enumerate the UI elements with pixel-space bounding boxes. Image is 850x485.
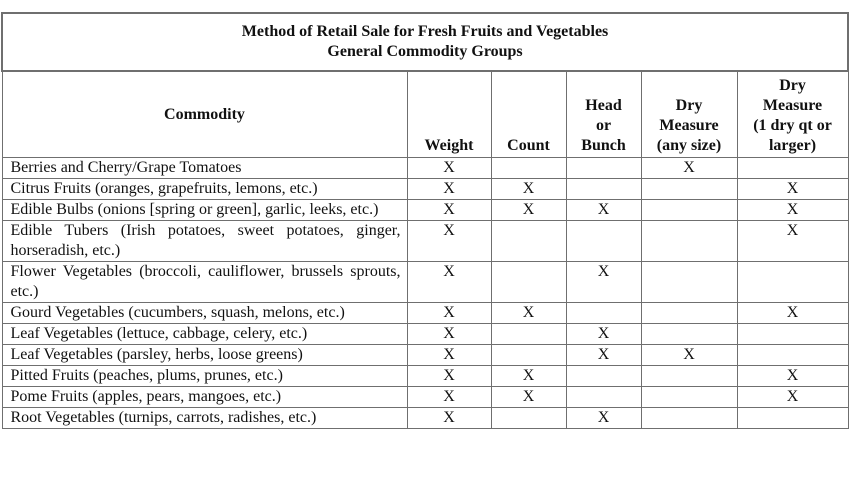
mark-count [491,262,566,303]
mark-count [491,221,566,262]
mark-head-or-bunch [566,158,641,179]
mark-dry-measure-large [737,262,848,303]
commodity-cell: Citrus Fruits (oranges, grapefruits, lemons, etc.) [2,179,407,200]
mark-count [491,158,566,179]
mark-dry-measure-any [641,221,737,262]
mark-dry-measure-any [641,324,737,345]
mark-dry-measure-large: X [737,387,848,408]
mark-count [491,324,566,345]
mark-head-or-bunch: X [566,200,641,221]
table-title [2,13,848,71]
mark-count [491,408,566,429]
table-row [2,366,848,387]
commodity-cell: Berries and Cherry/Grape Tomatoes [2,158,407,179]
mark-head-or-bunch [566,366,641,387]
mark-dry-measure-large: X [737,221,848,262]
mark-head-or-bunch: X [566,262,641,303]
mark-dry-measure-large [737,324,848,345]
header-count: Count [491,71,566,158]
mark-dry-measure-large [737,408,848,429]
header-head-or-bunch-line: Head [585,97,622,114]
mark-weight: X [407,387,491,408]
commodity-cell: Edible Bulbs (onions [spring or green], garlic, leeks, etc.) [2,200,407,221]
mark-count: X [491,179,566,200]
commodity-cell: Root Vegetables (turnips, carrots, radishes, etc.) [2,408,407,429]
table-row [2,387,848,408]
mark-head-or-bunch: X [566,345,641,366]
mark-count: X [491,200,566,221]
header-dry-measure-1qt-or-larger [737,71,848,158]
mark-dry-measure-large: X [737,200,848,221]
mark-dry-measure-any: X [641,158,737,179]
mark-dry-measure-any [641,200,737,221]
mark-head-or-bunch [566,179,641,200]
header-head-or-bunch [566,71,641,158]
mark-dry-measure-large: X [737,179,848,200]
header-dry-measure-large-line: larger) [768,137,817,154]
mark-dry-measure-any [641,387,737,408]
table-row [2,179,848,200]
commodity-cell: Flower Vegetables (broccoli, cauliflower, brussels sprouts, etc.) [2,262,407,303]
mark-dry-measure-large: X [737,303,848,324]
mark-count: X [491,366,566,387]
mark-dry-measure-any [641,179,737,200]
header-dry-measure-any-line: (any size) [656,137,722,154]
mark-weight: X [407,324,491,345]
table-row [2,345,848,366]
header-dry-measure-any-size [641,71,737,158]
mark-head-or-bunch [566,303,641,324]
mark-dry-measure-any [641,303,737,324]
header-dry-measure-large-line: (1 dry qt or [753,117,832,134]
mark-weight: X [407,200,491,221]
header-head-or-bunch-line: Bunch [581,137,626,154]
mark-weight: X [407,158,491,179]
commodity-cell: Gourd Vegetables (cucumbers, squash, melons, etc.) [2,303,407,324]
commodity-cell: Leaf Vegetables (parsley, herbs, loose greens) [2,345,407,366]
mark-weight: X [407,345,491,366]
header-dry-measure-any-line: Dry [675,97,703,114]
mark-head-or-bunch: X [566,324,641,345]
mark-dry-measure-any [641,262,737,303]
mark-count [491,345,566,366]
table-title-line-1: Method of Retail Sale for Fresh Fruits and Vegetables [241,23,609,40]
commodity-cell: Edible Tubers (Irish potatoes, sweet potatoes, ginger, horseradish, etc.) [2,221,407,262]
retail-sale-table [1,12,849,429]
mark-dry-measure-large [737,158,848,179]
mark-weight: X [407,179,491,200]
mark-dry-measure-large: X [737,366,848,387]
mark-head-or-bunch [566,387,641,408]
mark-weight: X [407,262,491,303]
table-row [2,303,848,324]
header-dry-measure-large-line: Measure [762,97,823,114]
table-row [2,324,848,345]
mark-count: X [491,387,566,408]
header-head-or-bunch-line: or [595,117,612,134]
table-row [2,262,848,303]
mark-weight: X [407,221,491,262]
mark-dry-measure-any [641,408,737,429]
header-dry-measure-any-line: Measure [659,117,719,134]
table-row [2,158,848,179]
header-weight: Weight [407,71,491,158]
commodity-cell: Pitted Fruits (peaches, plums, prunes, etc.) [2,366,407,387]
mark-dry-measure-any: X [641,345,737,366]
mark-head-or-bunch [566,221,641,262]
mark-count: X [491,303,566,324]
table-row [2,221,848,262]
mark-weight: X [407,303,491,324]
header-dry-measure-large-line: Dry [779,77,806,94]
mark-weight: X [407,366,491,387]
table-row [2,200,848,221]
mark-weight: X [407,408,491,429]
table-row [2,408,848,429]
commodity-cell: Pome Fruits (apples, pears, mangoes, etc.) [2,387,407,408]
header-commodity: Commodity [2,71,407,158]
mark-head-or-bunch: X [566,408,641,429]
mark-dry-measure-any [641,366,737,387]
mark-dry-measure-large [737,345,848,366]
table-body [2,158,848,429]
table-title-line-2: General Commodity Groups [327,43,523,60]
commodity-cell: Leaf Vegetables (lettuce, cabbage, celery, etc.) [2,324,407,345]
